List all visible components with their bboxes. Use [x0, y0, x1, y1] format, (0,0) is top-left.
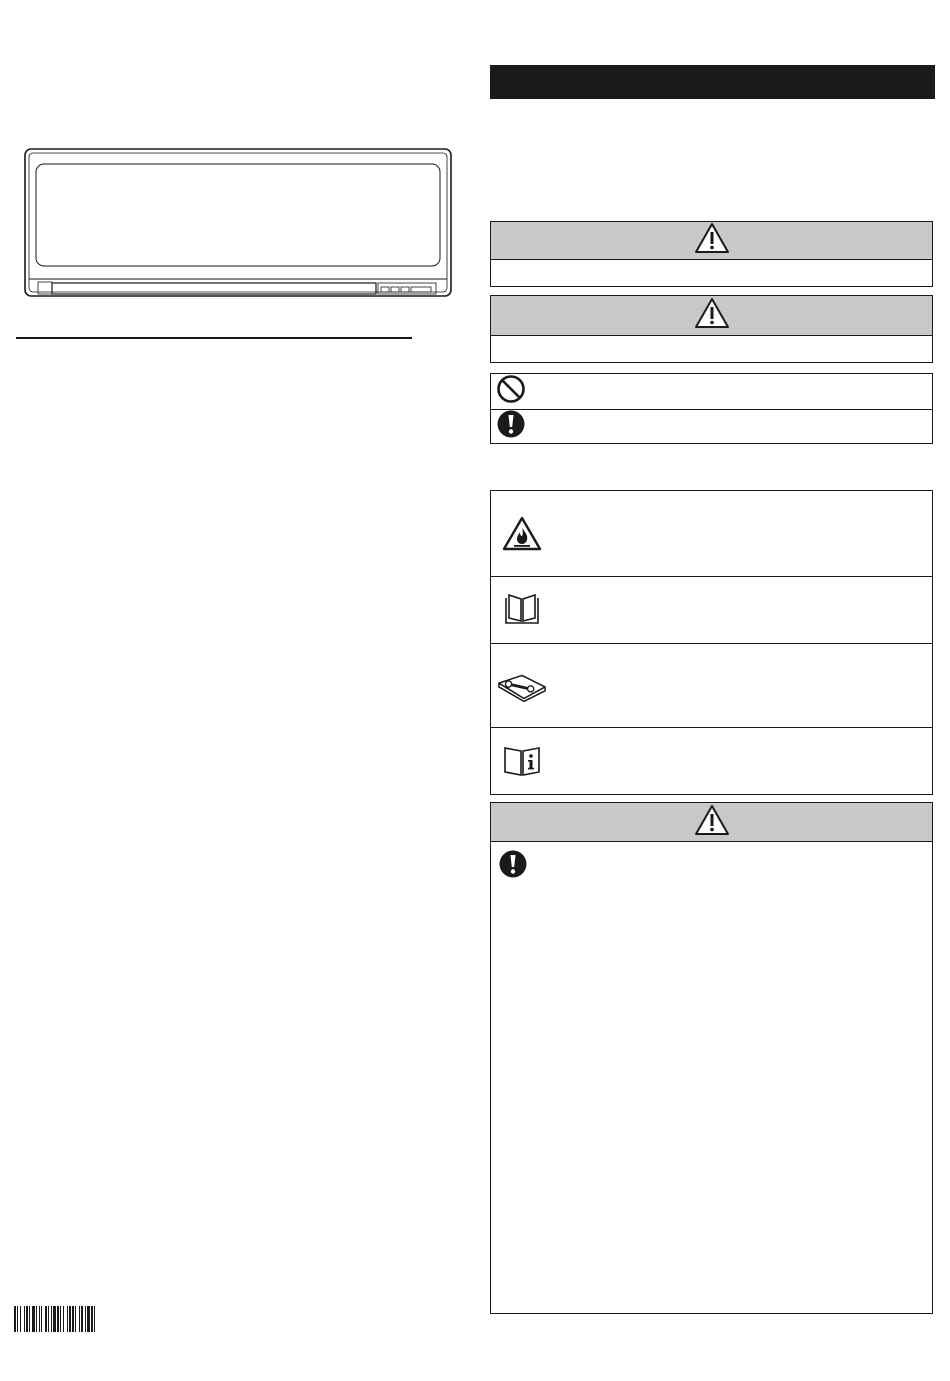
indoor-unit-illustration [24, 148, 452, 298]
section-header-bar [490, 65, 935, 99]
warning-header [491, 222, 932, 260]
mandatory-action-icon [498, 866, 528, 883]
caution-box [490, 295, 933, 363]
caution-header [491, 296, 932, 336]
mandatory-row [491, 409, 932, 443]
mandatory-action-icon [496, 409, 526, 444]
information-manual-icon [497, 745, 547, 777]
warning-instructions-box [490, 802, 933, 1314]
symbol-row-operation-manual [491, 576, 932, 643]
title-underline [16, 337, 412, 339]
symbol-row-service-manual [491, 643, 932, 727]
symbol-legend-box [490, 373, 933, 444]
prohibited-row [491, 374, 932, 409]
flammable-refrigerant-icon [497, 516, 547, 552]
barcode [14, 1306, 166, 1332]
symbol-row-flammable [491, 491, 932, 576]
operation-manual-icon [497, 593, 547, 627]
warning-header [491, 803, 932, 842]
symbol-row-information-manual [491, 727, 932, 794]
warning-triangle-icon [694, 222, 730, 259]
service-manual-icon [497, 669, 547, 703]
warning-instruction-row [491, 842, 932, 884]
warning-triangle-icon [694, 297, 730, 334]
warning-box [490, 221, 933, 287]
prohibited-icon [496, 374, 526, 409]
symbol-table [490, 490, 933, 795]
warning-triangle-icon [694, 804, 730, 841]
